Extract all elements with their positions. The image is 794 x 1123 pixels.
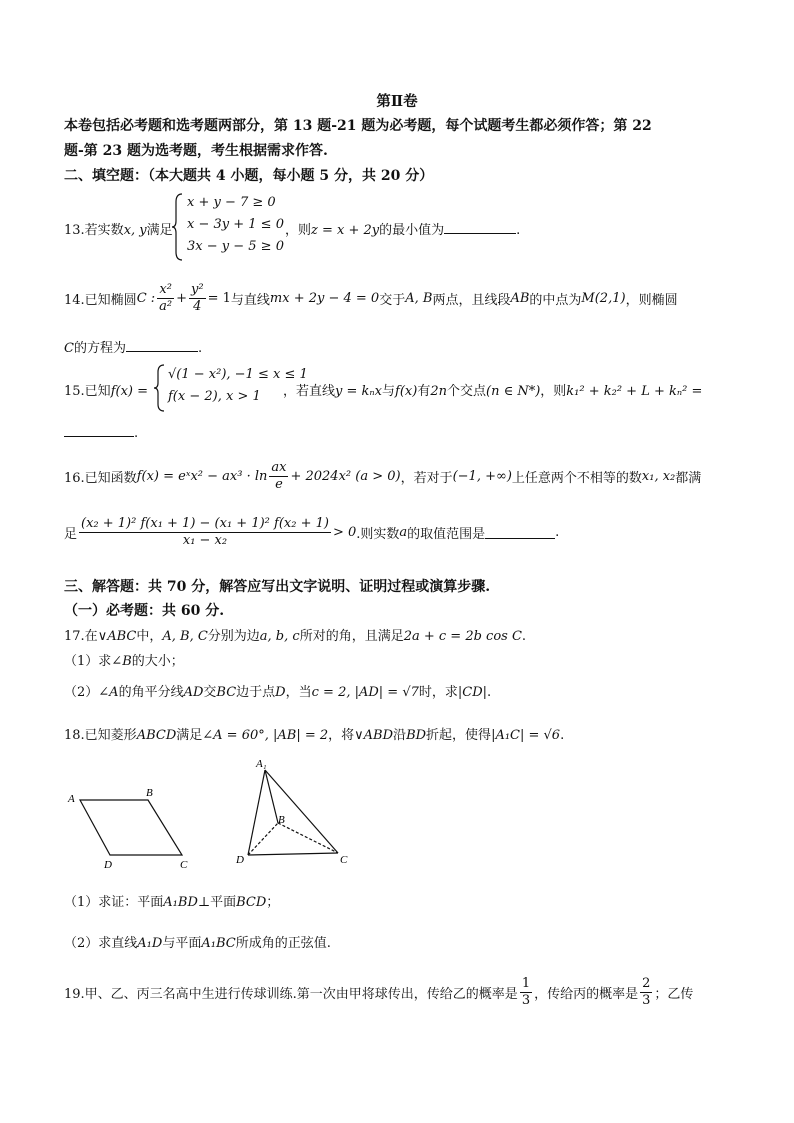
q13-system [187,192,284,258]
rhombus-label-c: C [180,859,188,871]
q15-answer-blank[interactable] [64,424,134,437]
q15-tail: ，若直线y = kₙx与f(x)有2n个交点(n ∈ N*)，则k₁² + k₂² + L + kₙ² = [283,384,703,399]
q13-brace [172,192,184,262]
intro-line-1: 本卷包括必考题和选考题两部分，第 13 题-21 题为必考题，每个试题考生都必须作答；第 22 [64,118,652,134]
rhombus-label-a: A [68,793,75,805]
required-heading: （一）必考题：共 60 分. [64,603,225,619]
tetra-label-c: C [340,854,348,866]
q16-frac-ineq: $\frac{\text{(x₂ + 1)² f(x₁ + 1) − (x₁ + 1)² f(x₂ + 1)}}{\text{x₁ − x₂}}$ [81,516,329,548]
q14-frac-y: $\frac{\text{y²}}{4}$ [191,282,204,314]
q16-frac-ln: $\frac{ax}{e}$ [271,460,287,492]
rhombus-outline [80,800,182,855]
intro-line-2: 题-第 23 题为选考题，考生根据需求作答. [64,143,328,159]
q16-stem: 16.已知函数 f(x) = eˣx² − ax³ · ln $\frac{ax}{e}$ + 2024x² (a > 0) ，若对于 (−1, +∞) 上任意两个不相等的数 x₁, x₂ 都满 [64,460,702,492]
q18-stem: 18.已知菱形ABCD满足∠A = 60°, |AB| = 2，将∨ABD沿BD折起，使得|A₁C| = √6. [64,728,565,743]
q15-case-2: f(x − 2), x > 1 [168,389,261,404]
q17-part-2: （2）∠A的角平分线AD交BC边于点D，当c = 2, |AD| = √7时，求|CD|. [64,685,492,700]
q17-part-1: （1）求∠B的大小； [64,654,184,669]
q13-tail: ，则z = x + 2y的最小值为 . [285,223,521,238]
q19-frac-2: $\frac{2}{3}$ [642,976,651,1008]
q15-case-1: √(1 − x²), −1 ≤ x ≤ 1 [168,367,308,382]
q13-answer-blank[interactable] [444,221,516,234]
tetra-label-a1: A₁ [256,758,267,770]
q15-line-2: . [64,424,138,441]
rhombus-figure [60,780,200,875]
q13-ineq-3: 3x − y − 5 ≥ 0 [187,239,284,254]
q13-ineq-1: x + y − 7 ≥ 0 [187,195,276,210]
q14-answer-blank[interactable] [126,339,198,352]
q16-answer-blank[interactable] [485,526,555,539]
rhombus-label-d: D [104,859,112,871]
solve-heading: 三、解答题：共 70 分，解答应写出文字说明、证明过程或演算步骤. [64,579,491,595]
q14-stem: 14.已知椭圆 C : $\frac{\text{x²}}{\text{a²}}$ + $\frac{\text{y²}}{4}$ = 1 与直线 mx + 2y − 4 = 0 交于 A, B 两点，且线段 AB 的中点为 M(2,1) ，则椭圆 [64,282,678,314]
q17-stem: 17.在∨ABC中，A, B, C分别为边a, b, c所对的角，且满足2a + c = 2b cos C. [64,629,527,644]
q19-frac-1: $\frac{1}{3}$ [521,976,531,1008]
tetra-label-b: B [278,814,285,826]
q14-line-2: C的方程为 . [64,341,203,356]
rhombus-label-b: B [146,787,153,799]
fill-in-heading: 二、填空题：（本大题共 4 小题，每小题 5 分，共 20 分） [64,168,434,184]
q18-part-1: （1）求证：平面A₁BD⊥平面BCD； [64,895,280,910]
q13-ineq-2: x − 3y + 1 ≤ 0 [187,217,284,232]
q15-brace [154,363,166,413]
tetra-label-d: D [236,854,244,866]
q13-stem: 13.若实数x, y满足 [64,223,173,238]
tetrahedron-figure [230,755,360,870]
q15-prefix: 15.已知f(x) = [64,384,148,399]
q16-line-2: 足 $\frac{\text{(x₂ + 1)² f(x₁ + 1) − (x₁ + 1)² f(x₂ + 1)}}{\text{x₁ − x₂}}$ > 0 .则实数 a 的取值范围是 . [64,516,560,548]
q18-part-2: （2）求直线A₁D与平面A₁BC所成角的正弦值. [64,936,331,951]
q19-stem: 19.甲、乙、丙三名高中生进行传球训练.第一次由甲将球传出，传给乙的概率是 $\frac{1}{3}$ ，传给丙的概率是 $\frac{2}{3}$ ；乙传 [64,976,694,1008]
q14-frac-x: $\frac{\text{x²}}{\text{a²}}$ [159,282,173,314]
section-title: 第Ⅱ卷 [376,93,418,110]
